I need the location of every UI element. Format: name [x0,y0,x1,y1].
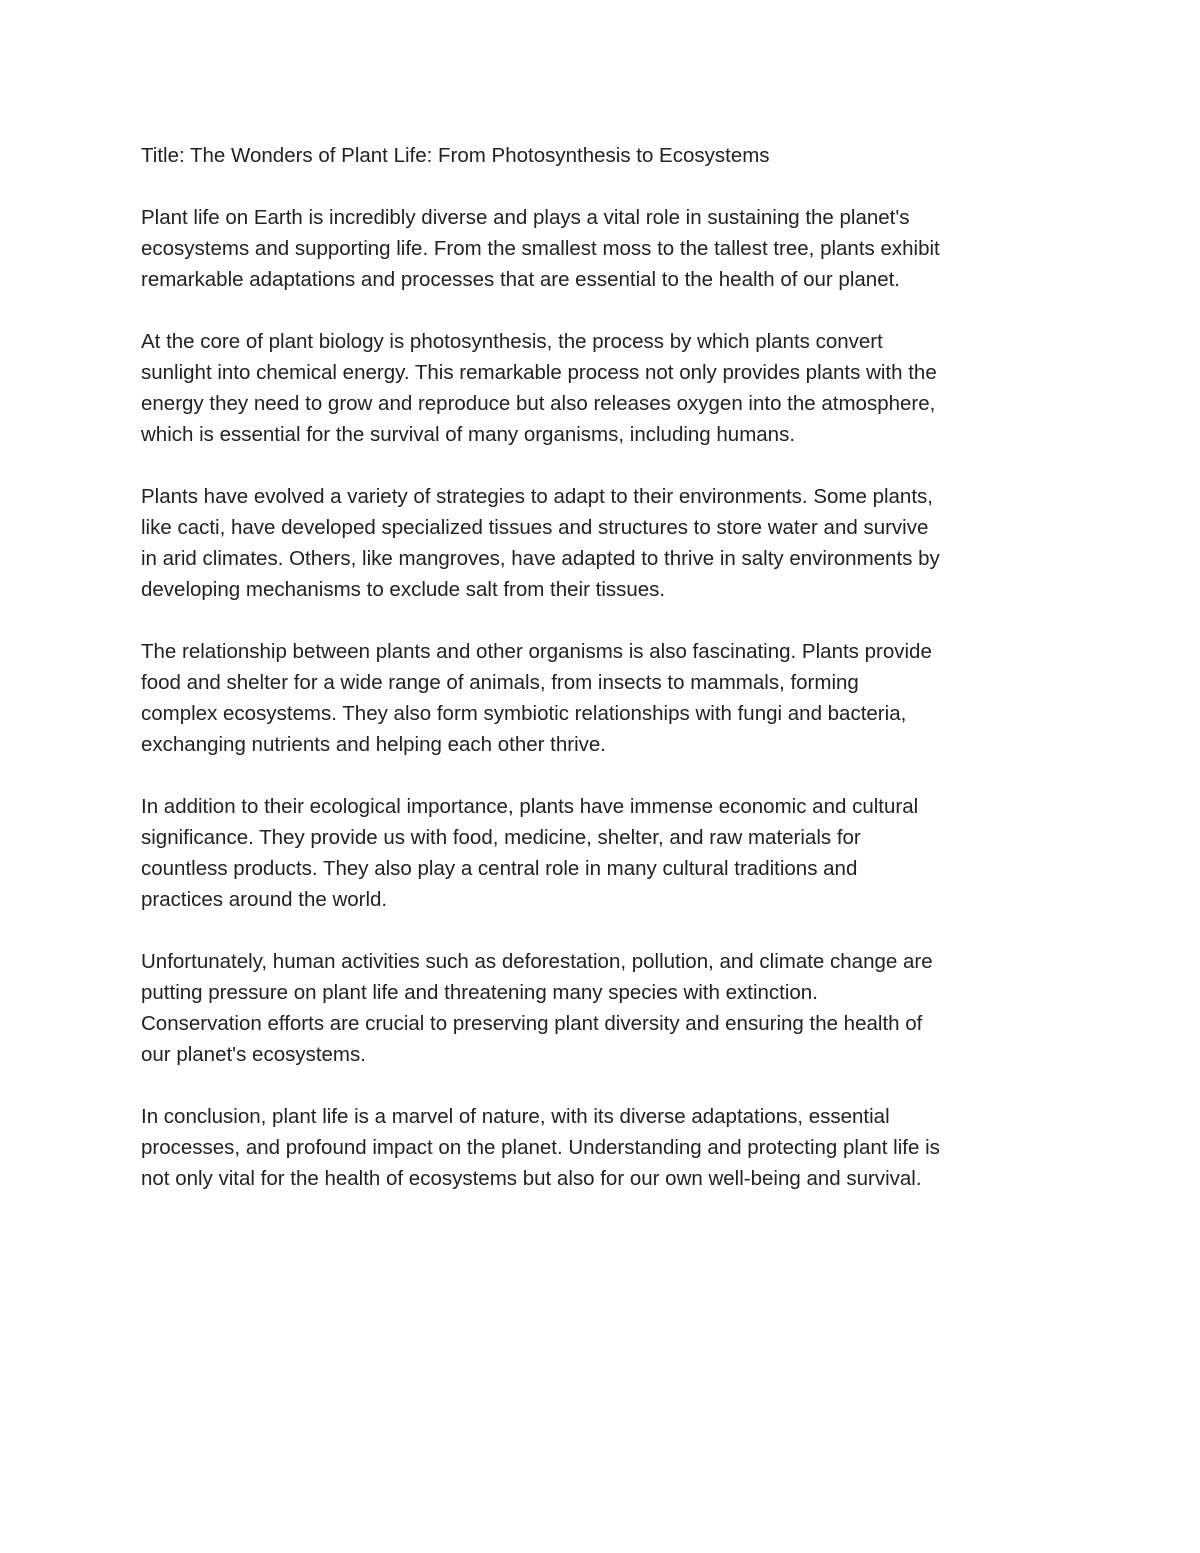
paragraph-intro: Plant life on Earth is incredibly diverse and plays a vital role in sustaining the planet's ecosystems and supporting life. From the smallest moss to the tallest tree, plants exhibit remarkable adaptations and processes that are essential to the health of our planet. [141,206,940,291]
document-body [141,140,1071,1225]
document-title: Title: The Wonders of Plant Life: From Photosynthesis to Ecosystems [141,144,770,167]
paragraph-adaptations: Plants have evolved a variety of strategies to adapt to their environments. Some plants, like cacti, have developed specialized tissues and structures to store water and survive in arid climates. Others, like mangroves, have adapted to thrive in salty environments by developing mechanisms to exclude salt from their tissues. [141,485,940,601]
paragraph-economic-cultural: In addition to their ecological importance, plants have immense economic and cultural significance. They provide us with food, medicine, shelter, and raw materials for countless products. They also play a central role in many cultural traditions and practices around the world. [141,795,919,911]
paragraph-photosynthesis: At the core of plant biology is photosynthesis, the process by which plants convert sunlight into chemical energy. This remarkable process not only provides plants with the energy they need to grow and reproduce but also releases oxygen into the atmosphere, which is essential for the survival of many organisms, including humans. [141,330,937,446]
paragraph-threats: Unfortunately, human activities such as deforestation, pollution, and climate change are putting pressure on plant life and threatening many species with extinction. Conservation efforts are crucial to preserving plant diversity and ensuring the health of our planet's ecosystems. [141,950,933,1066]
paragraph-relationships: The relationship between plants and other organisms is also fascinating. Plants provide food and shelter for a wide range of animals, from insects to mammals, forming complex ecosystems. They also form symbiotic relationships with fungi and bacteria, exchanging nutrients and helping each other thrive. [141,640,932,756]
paragraph-conclusion: In conclusion, plant life is a marvel of nature, with its diverse adaptations, essential processes, and profound impact on the planet. Understanding and protecting plant life is not only vital for the health of ecosystems but also for our own well-being and survival. [141,1105,940,1190]
